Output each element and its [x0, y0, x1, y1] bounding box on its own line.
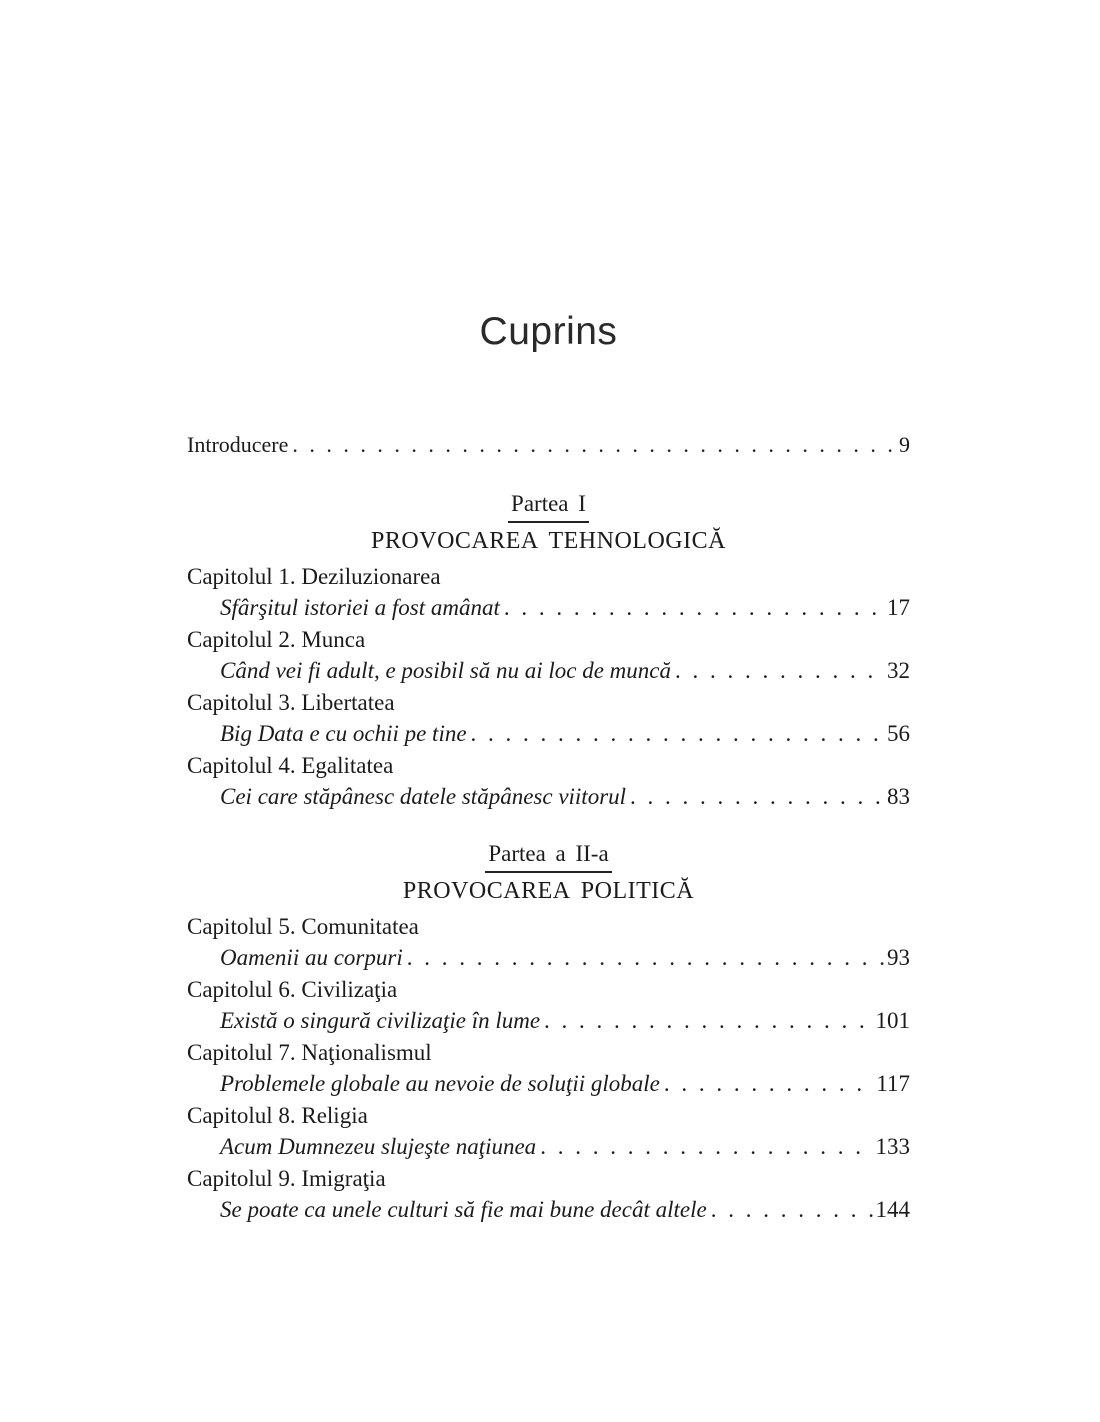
toc-page-number: 101: [875, 1008, 910, 1033]
part-2-chapter-list: [187, 911, 910, 1226]
part-1-subheading: PROVOCAREA TEHNOLOGICĂ: [371, 528, 726, 554]
chapter-subtitle: Se poate ca unele culturi să fie mai bune decât altele: [220, 1197, 707, 1222]
chapter-subtitle-line: [187, 1068, 910, 1099]
chapter-subtitle: Big Data e cu ochii pe tine: [220, 721, 467, 746]
chapter-title: Capitolul 2. Munca: [187, 627, 366, 652]
dot-leader: [407, 942, 884, 973]
chapter-title: Capitolul 7. Naţionalismul: [187, 1040, 432, 1065]
chapter-subtitle-line: [187, 655, 910, 686]
dot-leader: [675, 655, 884, 686]
chapter-subtitle: Cei care stăpânesc datele stăpânesc viitorul: [220, 784, 627, 809]
toc-chapter-entry: [187, 750, 910, 812]
part-2-heading: [187, 839, 910, 873]
dot-leader: [544, 1005, 872, 1036]
part-1-heading: [187, 489, 910, 523]
chapter-subtitle-line: [187, 942, 910, 973]
chapter-subtitle-line: [187, 718, 910, 749]
chapter-title: Capitolul 5. Comunitatea: [187, 914, 419, 939]
toc-page-number: 144: [875, 1197, 910, 1222]
part-2-heading-text: Partea a II-a: [485, 839, 611, 873]
chapter-title: Capitolul 4. Egalitatea: [187, 753, 394, 778]
chapter-title: Capitolul 9. Imigraţia: [187, 1166, 386, 1191]
toc-chapter-entry: [187, 1100, 910, 1162]
dot-leader: [664, 1068, 873, 1099]
toc-page-number: 56: [887, 721, 910, 746]
toc-page-number: 17: [887, 595, 910, 620]
chapter-subtitle: Problemele globale au nevoie de soluţii globale: [220, 1071, 660, 1096]
chapter-subtitle: Acum Dumnezeu slujeşte naţiunea: [220, 1134, 537, 1159]
chapter-subtitle: Când vei fi adult, e posibil să nu ai loc de muncă: [220, 658, 672, 683]
toc-chapter-entry: [187, 561, 910, 623]
toc-page-number: 133: [875, 1134, 910, 1159]
toc-chapter-entry: [187, 687, 910, 749]
toc-chapter-entry: [187, 974, 910, 1036]
dot-leader: [504, 592, 884, 623]
toc-page-number: 83: [887, 784, 910, 809]
dot-leader: [471, 718, 884, 749]
chapter-subtitle-line: [187, 1131, 910, 1162]
toc-entry-label: Introducere: [187, 432, 289, 457]
dot-leader: [630, 781, 884, 812]
dot-leader: [540, 1131, 872, 1162]
toc-page-number: 32: [887, 658, 910, 683]
chapter-subtitle-line: [187, 1005, 910, 1036]
chapter-title: Capitolul 3. Libertatea: [187, 690, 395, 715]
toc-page-number: 9: [899, 432, 910, 457]
chapter-title: Capitolul 1. Deziluzionarea: [187, 564, 441, 589]
chapter-subtitle-line: [187, 781, 910, 812]
chapter-subtitle: Oamenii au corpuri: [220, 945, 403, 970]
page-title: Cuprins: [479, 310, 618, 353]
part-1-heading-text: Partea I: [508, 489, 589, 523]
dot-leader: [711, 1194, 873, 1225]
toc-chapter-entry: [187, 1163, 910, 1225]
toc-chapter-entry: [187, 1037, 910, 1099]
toc-chapter-entry: [187, 911, 910, 973]
chapter-subtitle-line: [187, 1194, 910, 1225]
dot-leader: [292, 429, 896, 460]
chapter-title: Capitolul 8. Religia: [187, 1103, 368, 1128]
chapter-title: Capitolul 6. Civilizaţia: [187, 977, 398, 1002]
chapter-subtitle-line: [187, 592, 910, 623]
toc-page-number: 93: [887, 945, 910, 970]
toc-page-number: 117: [876, 1071, 910, 1096]
part-2-subheading: PROVOCAREA POLITICĂ: [402, 878, 695, 904]
toc-entry-introducere: [187, 429, 910, 460]
part-1-chapter-list: [187, 561, 910, 813]
toc-chapter-entry: [187, 624, 910, 686]
chapter-subtitle: Există o singură civilizaţie în lume: [220, 1008, 541, 1033]
chapter-subtitle: Sfârşitul istoriei a fost amânat: [220, 595, 500, 620]
